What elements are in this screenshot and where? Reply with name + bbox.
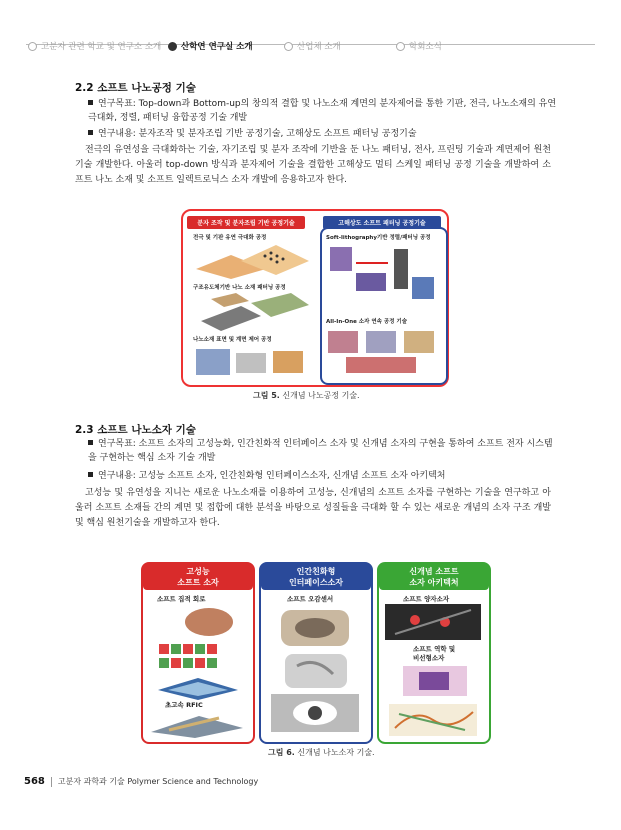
all-in-one-process-illustration <box>326 327 440 377</box>
figure-5-right-header: 고해상도 소프트 패터닝 공정기술 <box>323 216 441 229</box>
figure-6-column <box>259 562 373 744</box>
nav-dot-icon <box>284 42 293 51</box>
electrode-grid-illustration <box>191 241 311 279</box>
figure-5-right-panel <box>320 227 448 385</box>
figure-5-label: 나노소재 표면 및 계면 제어 공정 <box>193 337 272 343</box>
figure-5-label: 구조유도체기반 나노 소재 패터닝 공정 <box>193 285 286 291</box>
bullet-square-icon <box>88 130 93 135</box>
bullet-content: 연구내용: 분자조작 및 분자조립 기반 공정기술, 고해상도 소프트 패터닝 공정기술 <box>88 127 558 141</box>
figure-5-label: Soft-lithography기반 정렬/패터닝 공정 <box>326 235 431 241</box>
nav-item-industry[interactable]: 산업체 소개 <box>284 40 341 52</box>
nav-dot-icon <box>28 42 37 51</box>
figure-6-caption: 그림 6. 신개념 나노소자 기술. <box>268 748 375 757</box>
nav-item-news[interactable]: 학회소식 <box>396 40 442 52</box>
figure-6-label: 소프트 오감센서 <box>287 595 334 603</box>
figure-6-label: 소프트 양자소자 <box>403 595 450 603</box>
figure-5-label: All-In-One 소자 연속 공정 기술 <box>326 319 408 325</box>
rfic-stack-illustration <box>153 676 243 702</box>
page-number: 568 <box>24 776 45 787</box>
bullet-goal: 연구목표: Top-down과 Bottom-up의 창의적 결합 및 나노소재 계면의 분자제어를 통한 기판, 전극, 나노소재의 유연극대화, 정렬, 패터닝 융합공정 기술 개발 <box>88 99 557 123</box>
journal-title: 고분자 과학과 기술 Polymer Science and Technology <box>57 777 259 786</box>
nav-dot-icon <box>168 42 177 51</box>
figure-5-label: 전극 및 기판 유연 극대화 공정 <box>193 235 267 241</box>
nav-item-schools[interactable]: 고분자 관련 학교 및 연구소 소개 <box>28 40 161 52</box>
figure-5 <box>181 209 449 387</box>
body-paragraph: 전극의 유연성을 극대화하는 기술, 자기조립 및 분자 조작에 기반을 둔 나노 패터닝, 전사, 프린팅 기술과 계면제어 원천기술 개발한다. 아울러 top-down 방식과 분자제어 기술을 결합한 고해상도 멀티 스케일 패터닝 공정 기술을 개발하여 소프트 나노 소재 및 소프트 일렉트로닉스 소자 개발에 응용하고자 한다. <box>75 145 551 185</box>
bullet-square-icon <box>88 472 93 477</box>
bullet-goal: 연구목표: 소프트 소자의 고성능화, 인간친화적 인터페이스 소자 및 신개념 소자의 구현을 통하여 소프트 전자 시스템을 구현하는 핵심 소자 기술 개발 <box>88 439 553 463</box>
figure-6-column-header: 인간친화형 인터페이스소자 <box>261 564 371 590</box>
quantum-device-illustration <box>385 604 481 640</box>
figure-6-column-header: 고성능 소프트 소자 <box>143 564 253 590</box>
figure-6-column <box>377 562 491 744</box>
surface-control-illustration <box>191 343 311 379</box>
soft-integrated-circuit-illustration <box>149 604 245 684</box>
figure-6-label: 소프트 역학 및 <box>413 645 456 653</box>
figure-6-label: 비선형소자 <box>413 654 445 662</box>
soft-lithography-illustration <box>326 243 440 313</box>
figure-6 <box>137 550 491 742</box>
nav-item-labs[interactable]: 산학연 연구실 소개 <box>168 40 253 52</box>
figure-6-label: 초고속 RFIC <box>165 701 203 709</box>
section-heading: 2.2 소프트 나노공정 기술 <box>75 82 196 94</box>
footer-divider <box>51 777 52 787</box>
figure-5-left-header: 분자 조작 및 분자조립 기반 공정기술 <box>187 216 305 229</box>
figure-6-column-header: 신개념 소프트 소자 아키텍처 <box>379 564 489 590</box>
nanomaterial-patterning-illustration <box>191 291 311 331</box>
sensor-illustration <box>267 606 363 736</box>
figure-5-caption: 그림 5. 신개념 나노공정 기술. <box>253 391 360 400</box>
figure-6-label: 소프트 집적 회로 <box>157 595 206 603</box>
nonlinear-device-illustration <box>385 664 481 738</box>
nav-dot-icon <box>396 42 405 51</box>
bullet-square-icon <box>88 100 93 105</box>
rfic-device-illustration <box>149 712 245 738</box>
section-heading: 2.3 소프트 나노소자 기술 <box>75 424 196 436</box>
bullet-content: 연구내용: 고성능 소프트 소자, 인간친화형 인터페이스소자, 신개념 소프트 소자 아키텍처 <box>88 469 558 483</box>
figure-6-column <box>141 562 255 744</box>
bullet-square-icon <box>88 440 93 445</box>
body-paragraph: 고성능 및 유연성을 지니는 새로운 나노소재를 이용하여 고성능, 신개념의 소프트 소자를 구현하는 기술을 연구하고 아울러 소프트 소재들 간의 계면 및 접합에 대한 분석을 바탕으로 성질들을 극대화 할 수 있는 새로운 개념의 소자 구조 개발 및 핵심 원천기술을 개발하고자 한다. <box>75 488 551 528</box>
page-footer <box>24 776 258 787</box>
